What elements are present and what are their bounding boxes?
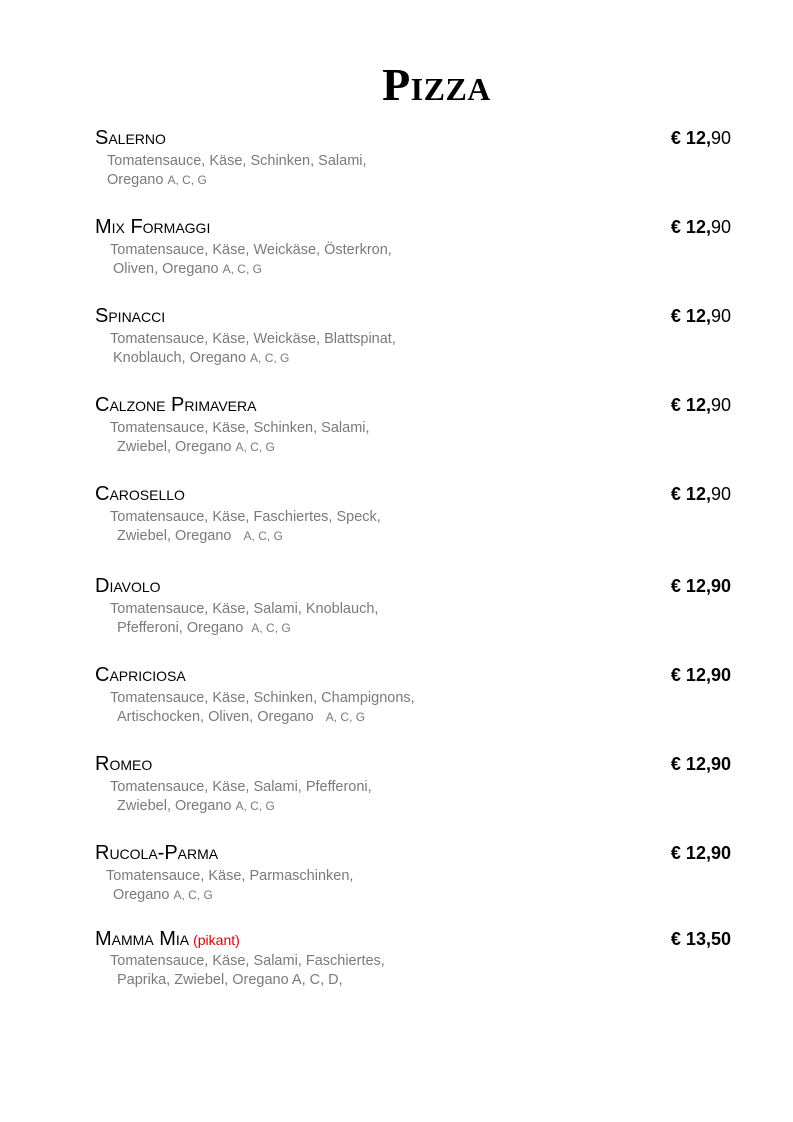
item-description: Tomatensauce, Käse, Schinken, Champignons, [110, 690, 415, 706]
price-cents: 90 [710, 484, 731, 504]
price-euros: € 12, [670, 128, 711, 148]
item-description: Tomatensauce, Käse, Schinken, Salami, [107, 153, 367, 169]
desc-text: Artischocken, Oliven, Oregano [117, 709, 314, 725]
item-price [671, 927, 731, 951]
desc-text: Oregano [107, 172, 164, 188]
item-description: Tomatensauce, Käse, Salami, Faschiertes, [110, 953, 385, 969]
item-price [671, 841, 731, 865]
item-price [671, 126, 731, 150]
item-name: Salerno [95, 127, 166, 149]
item-description-cont [117, 527, 283, 545]
price-euros: € 12, [670, 754, 711, 774]
allergen-codes: A, C, G [250, 351, 290, 365]
price-euros: € 12, [670, 484, 711, 504]
desc-text: Oregano [113, 887, 170, 903]
item-description: Tomatensauce, Käse, Weickäse, Blattspinat, [110, 331, 396, 347]
allergen-codes: A, C, G [173, 888, 213, 902]
item-price [671, 574, 731, 598]
item-description: Tomatensauce, Käse, Schinken, Salami, [110, 420, 370, 436]
item-name: Spinacci [95, 305, 166, 327]
price-euros: € 12, [670, 576, 711, 596]
item-price [671, 393, 731, 417]
item-description-cont [117, 438, 275, 456]
desc-text: Zwiebel, Oregano [117, 528, 232, 544]
item-description-cont [113, 349, 289, 367]
price-cents: 90 [710, 843, 731, 863]
item-description-cont [117, 797, 275, 815]
allergen-codes: A, C, G [251, 621, 291, 635]
price-cents: 90 [710, 754, 731, 774]
item-name: Mix Formaggi [95, 216, 211, 238]
item-price [671, 304, 731, 328]
desc-text: Knoblauch, Oregano [113, 350, 247, 366]
price-euros: € 12, [670, 306, 711, 326]
item-description: Tomatensauce, Käse, Weickäse, Österkron, [110, 242, 392, 258]
page-title: Pizza [382, 59, 491, 110]
price-cents: 90 [710, 395, 731, 415]
item-price [671, 752, 731, 776]
price-cents: 90 [710, 576, 731, 596]
allergen-codes: A, C, G [167, 173, 207, 187]
item-description-cont: Paprika, Zwiebel, Oregano A, C, D, [117, 972, 343, 988]
allergen-codes: A, C, G [243, 529, 283, 543]
price-cents: 90 [710, 306, 731, 326]
item-price [671, 215, 731, 239]
item-description: Tomatensauce, Käse, Salami, Pfefferoni, [110, 779, 372, 795]
item-description-cont [113, 886, 213, 904]
desc-text: Pfefferoni, Oregano [117, 620, 244, 636]
price-cents: 50 [710, 929, 731, 949]
desc-text: Oliven, Oregano [113, 261, 219, 277]
allergen-codes: A, C, G [222, 262, 262, 276]
item-price [671, 663, 731, 687]
item-description: Tomatensauce, Käse, Faschiertes, Speck, [110, 509, 381, 525]
item-description-cont [117, 619, 291, 637]
item-name: Calzone Primavera [95, 394, 257, 416]
item-description: Tomatensauce, Käse, Parmaschinken, [106, 868, 354, 884]
item-name: Rucola-Parma [95, 842, 219, 864]
item-description: Tomatensauce, Käse, Salami, Knoblauch, [110, 601, 379, 617]
price-cents: 90 [710, 128, 731, 148]
allergen-codes: A, C, G [235, 440, 275, 454]
item-name: Capriciosa [95, 664, 186, 686]
price-euros: € 12, [670, 843, 711, 863]
item-price [671, 482, 731, 506]
price-euros: € 12, [670, 217, 711, 237]
item-name: Diavolo [95, 575, 161, 597]
item-name: Carosello [95, 483, 185, 505]
price-cents: 90 [710, 217, 731, 237]
desc-text: Zwiebel, Oregano [117, 798, 232, 814]
allergen-codes: A, C, G [235, 799, 275, 813]
item-description-cont [107, 171, 207, 189]
item-name: Romeo [95, 753, 153, 775]
price-euros: € 12, [670, 665, 711, 685]
price-cents: 90 [710, 665, 731, 685]
price-euros: € 12, [670, 395, 711, 415]
price-euros: € 13, [670, 929, 711, 949]
desc-text: Zwiebel, Oregano [117, 439, 232, 455]
item-name-text: Mamma Mia [95, 928, 190, 950]
item-description-cont [117, 708, 365, 726]
allergen-codes: A, C, G [325, 710, 366, 724]
item-note: (pikant) [193, 932, 240, 948]
item-description-cont [113, 260, 262, 278]
item-name [95, 927, 240, 952]
